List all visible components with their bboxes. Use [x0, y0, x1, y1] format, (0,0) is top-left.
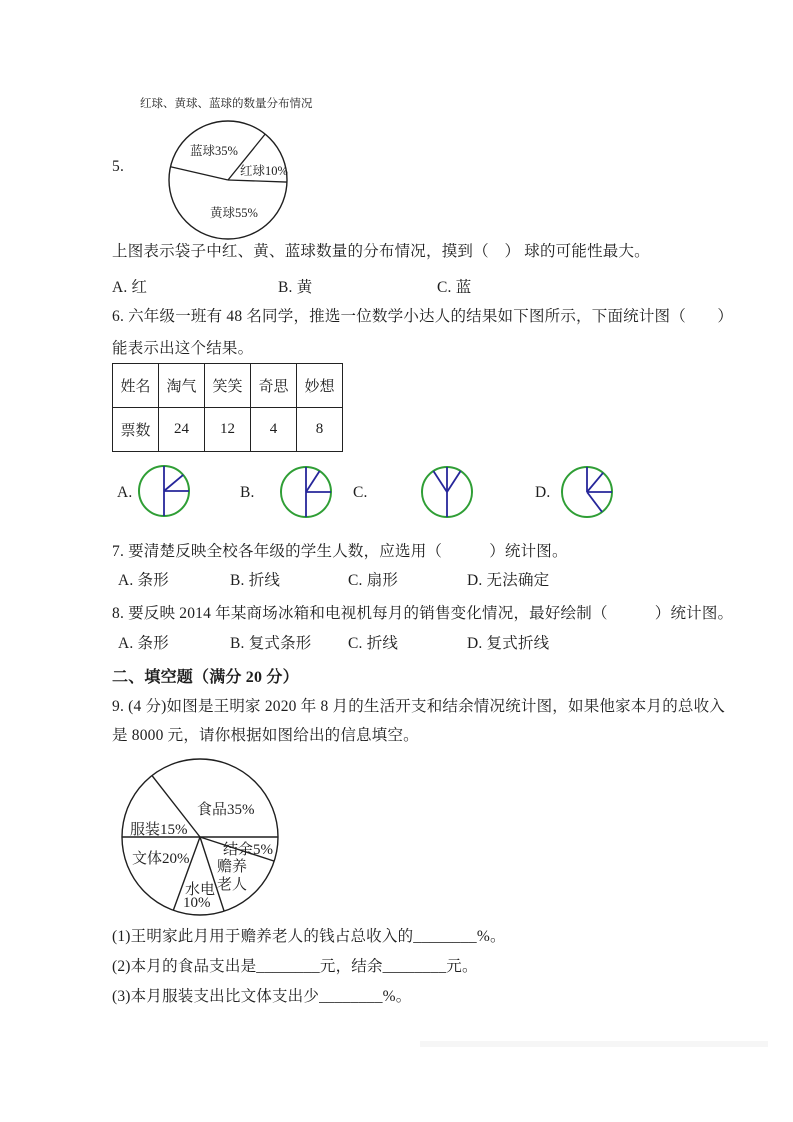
table-cell-votes-miaoxiang: 8 — [297, 408, 343, 452]
q9-slice-label-utility-line1: 水电 — [185, 882, 216, 898]
q9-pie-chart — [119, 757, 281, 917]
q7-option-c: C. 扇形 — [348, 572, 399, 589]
q7-option-d: D. 无法确定 — [467, 572, 550, 589]
table-cell-miaoxiang: 妙想 — [297, 364, 343, 408]
table-cell-qisi: 奇思 — [251, 364, 297, 408]
faint-scan-band — [420, 1041, 768, 1047]
q5-chart-title: 红球、黄球、蓝球的数量分布情况 — [140, 98, 313, 110]
q8-option-b: B. 复式条形 — [230, 635, 312, 652]
q6-option-a-label: A. — [117, 484, 133, 501]
q8-stem: 8. 要反映 2014 年某商场冰箱和电视机每月的销售变化情况，最好绘制（ ）统计图。 — [112, 605, 734, 622]
table-cell-votes-taoqi: 24 — [159, 408, 205, 452]
q6-option-c-pie — [420, 463, 474, 521]
q9-sub-question-3: (3)本月服装支出比文体支出少________%。 — [112, 988, 412, 1005]
table-cell-taoqi: 淘气 — [159, 364, 205, 408]
q5-option-b: B. 黄 — [278, 279, 313, 296]
q5-slice-label-red: 红球10% — [240, 164, 288, 178]
q9-slice-label-elder-line2: 老人 — [217, 877, 248, 893]
q5-stem: 上图表示袋子中红、黄、蓝球数量的分布情况，摸到（ ） 球的可能性最大。 — [112, 243, 650, 260]
q6-option-c-label: C. — [353, 484, 368, 501]
q7-stem: 7. 要清楚反映全校各年级的学生人数，应选用（ ）统计图。 — [112, 543, 568, 560]
q9-sub-question-1: (1)王明家此月用于赡养老人的钱占总收入的________%。 — [112, 928, 506, 945]
q6-option-b-pie — [279, 463, 333, 521]
q8-option-a: A. 条形 — [118, 635, 169, 652]
table-cell-votes-qisi: 4 — [251, 408, 297, 452]
q5-pie-chart — [166, 119, 290, 241]
q6-option-d-label: D. — [535, 484, 551, 501]
q6-option-d-pie — [560, 463, 614, 521]
q9-slice-label-surplus: 结余5% — [223, 842, 273, 858]
table-header-row — [113, 364, 343, 408]
section2-heading: 二、填空题（满分 20 分） — [112, 669, 299, 686]
q6-stem-line1: 6. 六年级一班有 48 名同学，推选一位数学小达人的结果如下图所示，下面统计图（ ） — [112, 308, 734, 325]
q5-slice-label-yellow: 黄球55% — [210, 206, 258, 220]
q6-stem-line2: 能表示出这个结果。 — [112, 340, 254, 357]
q9-stem-line1: 9. (4 分)如图是王明家 2020 年 8 月的生活开支和结余情况统计图，如果他家本月的总收入 — [112, 698, 726, 715]
q5-option-c: C. 蓝 — [437, 279, 472, 296]
q7-option-b: B. 折线 — [230, 572, 281, 589]
q5-option-a: A. 红 — [112, 279, 148, 296]
q8-option-c: C. 折线 — [348, 635, 399, 652]
table-cell-xiaoxiao: 笑笑 — [205, 364, 251, 408]
table-cell-name-header: 姓名 — [113, 364, 159, 408]
q6-vote-table — [112, 363, 343, 452]
q9-sub-question-2: (2)本月的食品支出是________元，结余________元。 — [112, 958, 478, 975]
q9-slice-label-food: 食品35% — [197, 802, 255, 818]
table-cell-votes-xiaoxiao: 12 — [205, 408, 251, 452]
table-votes-row — [113, 408, 343, 452]
table-cell-votes-header: 票数 — [113, 408, 159, 452]
q5-pie-svg — [166, 119, 290, 241]
q7-option-a: A. 条形 — [118, 572, 169, 589]
q5-number: 5. — [112, 158, 125, 175]
q5-slice-label-blue: 蓝球35% — [190, 144, 238, 158]
q9-stem-line2: 是 8000 元，请你根据如图给出的信息填空。 — [112, 727, 419, 744]
q6-option-a-pie — [137, 462, 191, 520]
q8-option-d: D. 复式折线 — [467, 635, 550, 652]
q6-option-b-label: B. — [240, 484, 255, 501]
q9-slice-label-culture: 文体20% — [132, 851, 190, 867]
q9-slice-label-elder-line1: 赡养 — [217, 859, 248, 875]
q9-slice-label-clothes: 服装15% — [130, 822, 188, 838]
q9-slice-label-utility-line2: 10% — [183, 895, 211, 911]
